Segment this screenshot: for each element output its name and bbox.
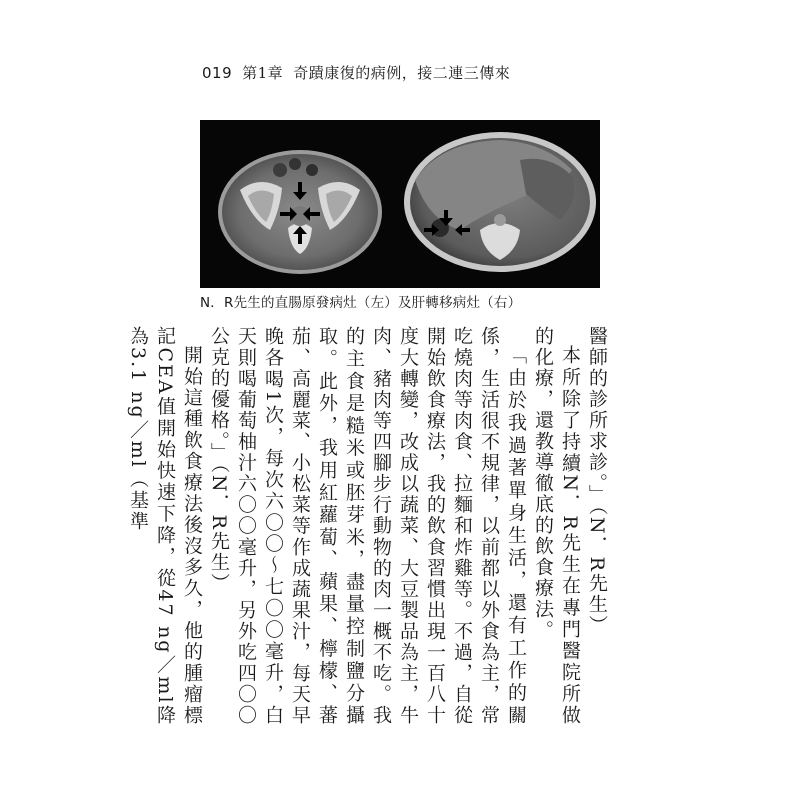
running-header (202, 62, 510, 83)
ct-scan-images (200, 120, 600, 288)
figure-caption: N．R先生的直腸原發病灶（左）及肝轉移病灶（右） (200, 295, 522, 311)
paragraph: 醫師的診所求診。」（N．R先生） (586, 326, 608, 636)
pelvis-scan (218, 150, 382, 274)
body-text (127, 326, 610, 726)
paragraph: 開始這種飲食療法後沒多久，他的腫瘤標記CEA值開始快速下降，從47 ng／ml降為3.1 ng／ml（基準 (127, 326, 203, 726)
paragraph: 「由於我過著單身生活，還有工作的關係，生活很不規律，以前都以外食為主，常吃燒肉等肉食、拉麵和炸雞等。不過，自從開始飲食療法，我的飲食習慣出現一百八十度大轉變，改成以蔬菜、大豆製品為主，牛肉、豬肉等四腳步行動物的肉一概不吃。我的主食是糙米或胚芽米，盡量控制鹽分攝取。此外，我用紅蘿蔔、蘋果、檸檬、蕃茄、高麗菜、小松菜等作成蔬果汁，每天早晚各喝1次，每次六〇〇～七〇〇毫升，白天則喝葡萄柚汁六〇〇毫升，另外吃四〇〇公克的優格。」（N．R先生） (208, 326, 527, 726)
liver-scan (404, 132, 596, 272)
chapter-label: 第1章 (242, 64, 284, 82)
ct-scan-figure (200, 120, 600, 288)
paragraph: 本所除了持續N．R先生在專門醫院所做的化療，還教導徹底的飲食療法。 (532, 326, 581, 726)
page-number: 019 (202, 64, 233, 82)
chapter-title: 奇蹟康復的病例，接二連三傳來 (293, 64, 511, 82)
